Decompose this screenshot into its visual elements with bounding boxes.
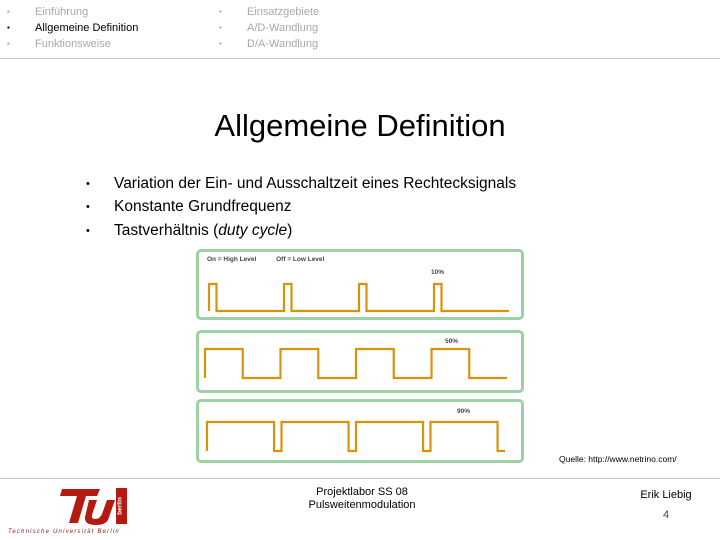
nav-item-ad-wandlung[interactable] [219,20,319,36]
bullet-text [114,222,292,240]
nav-label: Einsatzgebiete [247,6,320,18]
bullet-text: Konstante Grundfrequenz [114,198,292,216]
logo-caption: Technische Universität Berlin [8,529,120,535]
legend-on: On = High Level [207,256,257,263]
pwm-signal-90 [199,402,521,460]
bullet-item [86,172,516,196]
page-number: 4 [662,509,670,521]
nav-label: A/D-Wandlung [247,22,319,34]
footer-author: Erik Liebig [640,489,692,501]
source-citation: Quelle: http://www.netrino.com/ [559,454,677,464]
logo-text: berlin [116,497,124,515]
pwm-figure [196,249,524,467]
legend-off: Off = Low Level [276,256,325,263]
nav-item-einsatzgebiete[interactable] [219,4,319,20]
nav-label: Allgemeine Definition [35,22,139,34]
bullet-icon: ▪ [7,7,10,16]
duty-label: 90% [457,408,471,415]
nav-left [7,4,138,52]
bullet-icon: ▪ [219,7,222,16]
duty-label: 50% [445,338,459,345]
pwm-waveform [205,349,507,378]
footer-course: Projektlabor SS 08 [316,486,408,498]
bullet-text-italic: duty cycle [218,221,288,239]
nav-item-allgemeine-definition[interactable] [7,20,138,36]
nav-item-funktionsweise[interactable] [7,36,138,52]
bullet-icon: • [86,201,90,214]
bullet-icon: • [86,224,90,237]
bullet-text: Variation der Ein- und Ausschaltzeit eines Rechtecksignals [114,174,517,192]
slide-title: Allgemeine Definition [214,108,506,143]
bullet-icon: ▪ [7,39,10,48]
nav-right [219,4,319,52]
pwm-panel-50 [196,330,524,393]
bullet-icon: ▪ [219,39,222,48]
bullet-icon: ▪ [219,23,222,32]
footer-course-info [262,486,462,512]
nav-label: Funktionsweise [35,38,111,50]
nav-divider [0,58,720,59]
bullet-icon: ▪ [7,23,10,32]
bullet-item [86,196,516,220]
bullet-text-suffix: ) [287,221,293,239]
nav-item-da-wandlung[interactable] [219,36,319,52]
pwm-panel-10 [196,249,524,320]
pwm-panel-90 [196,399,524,463]
duty-label: 10% [431,269,445,276]
bullet-text-prefix: Tastverhältnis ( [114,221,219,239]
tu-berlin-logo [56,486,130,526]
footer-divider [0,478,720,479]
nav-label: Einführung [35,6,89,18]
pwm-signal-10 [199,252,521,317]
pwm-signal-50 [199,333,521,390]
bullet-list [86,172,516,243]
pwm-waveform [209,284,509,311]
nav-label: D/A-Wandlung [247,38,319,50]
pwm-waveform [207,422,505,451]
bullet-item [86,219,516,243]
bullet-icon: • [86,177,90,190]
nav-item-einfuehrung[interactable] [7,4,138,20]
footer-topic: Pulsweitenmodulation [308,499,416,511]
